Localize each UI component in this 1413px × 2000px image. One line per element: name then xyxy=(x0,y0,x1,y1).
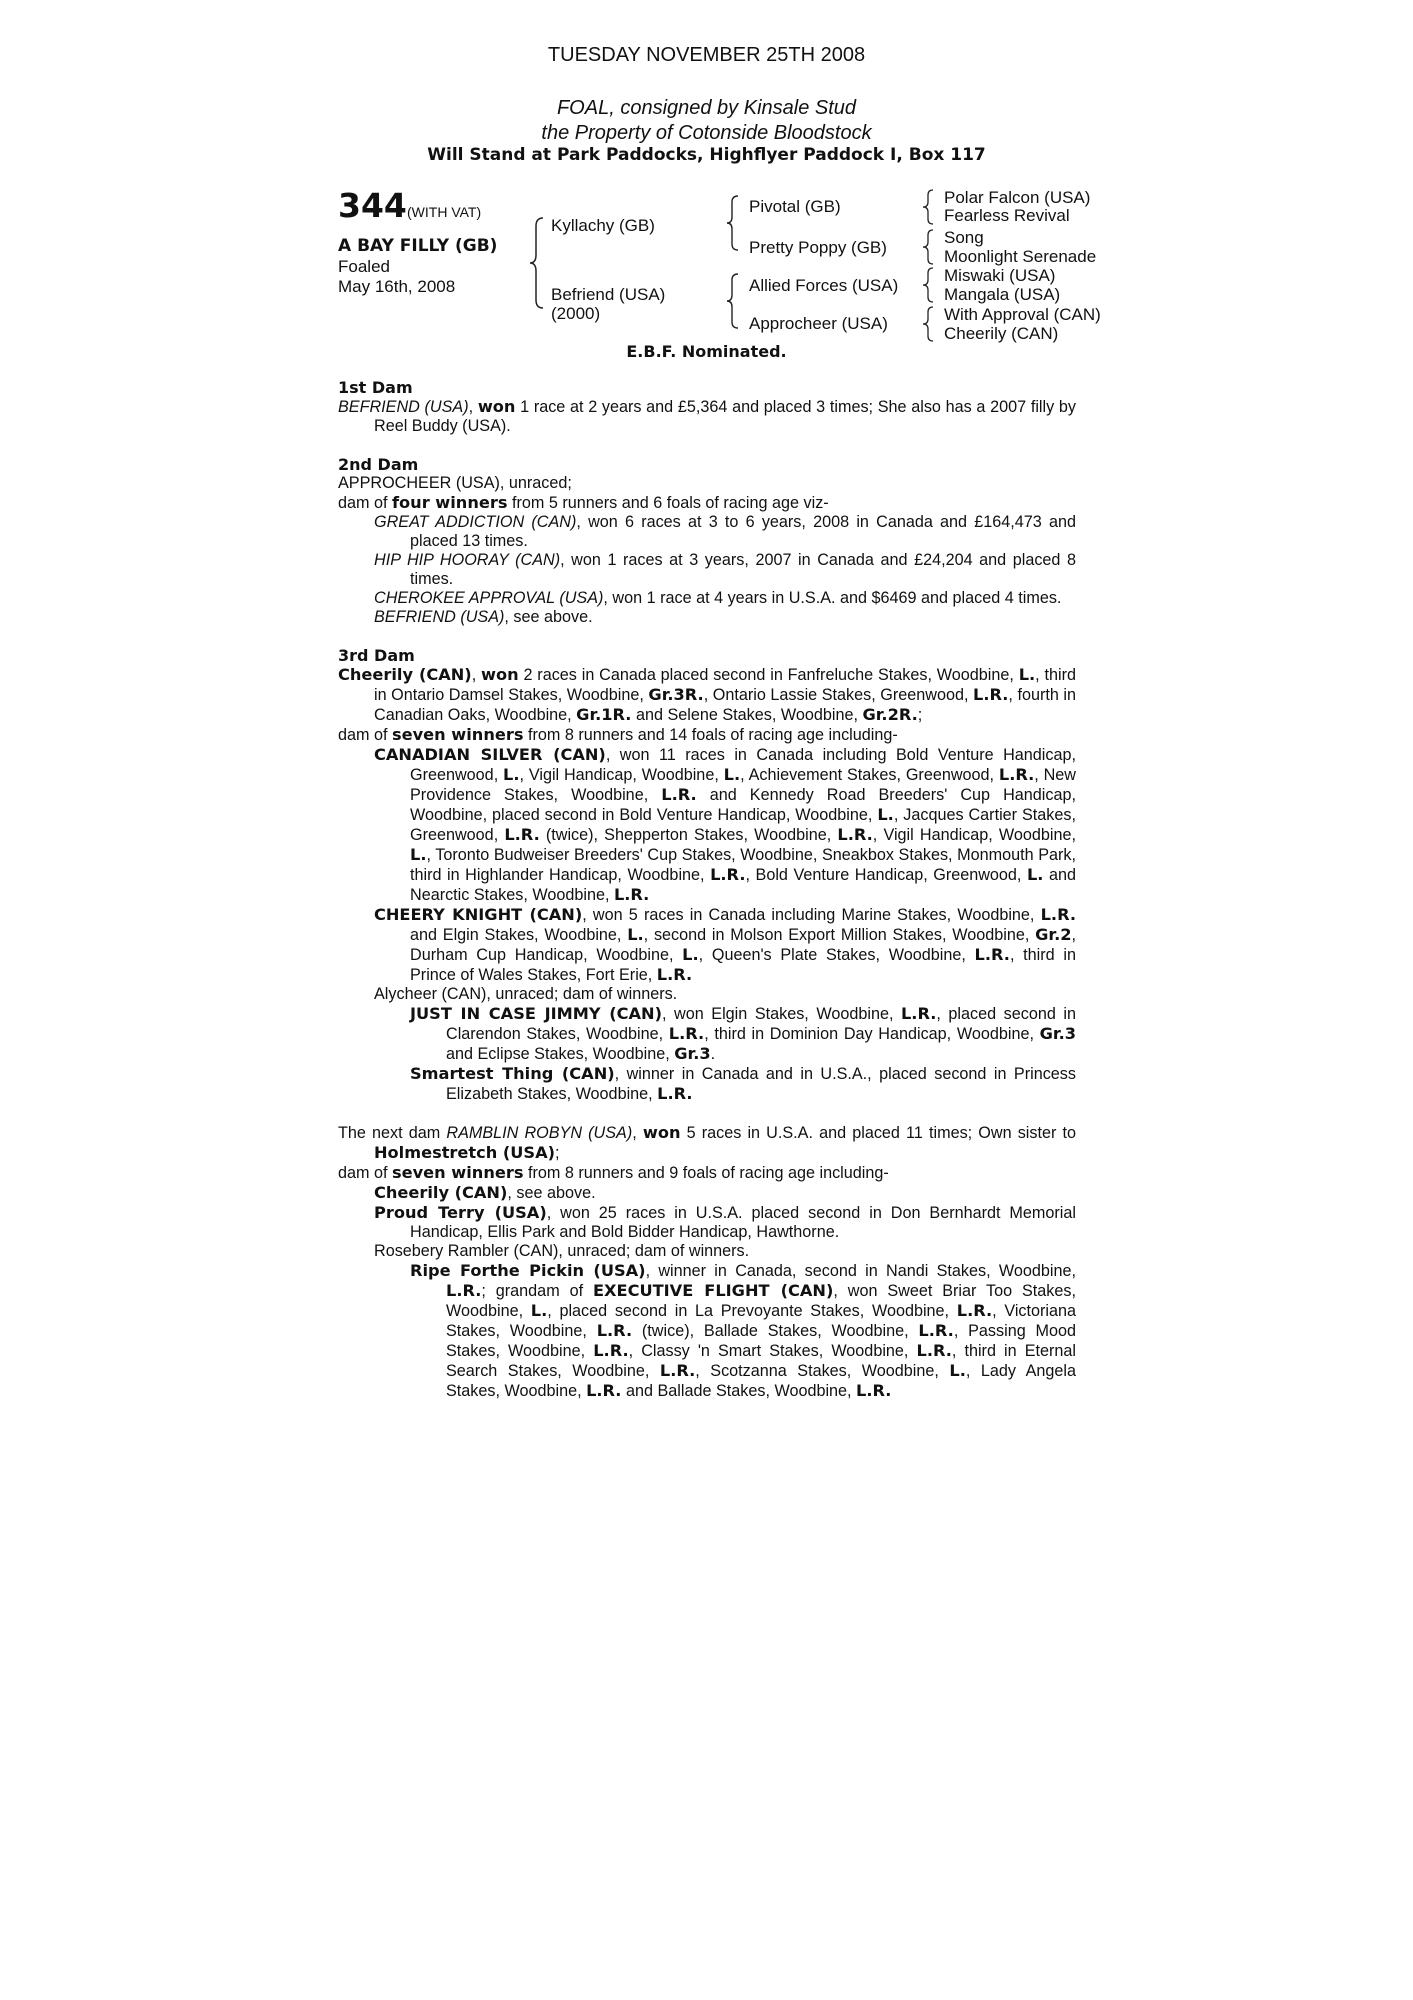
produce-entry: GREAT ADDICTION (CAN), won 6 races at 3 to 6 years, 2008 in Canada and £164,473 and placed 13 times. xyxy=(374,513,1076,550)
second-dam-name: APPROCHEER (USA), unraced; xyxy=(338,474,572,492)
pedigree-sds: Song xyxy=(944,228,984,247)
pedigree-dds: With Approval (CAN) xyxy=(944,305,1101,324)
grandproduce-entry: JUST IN CASE JIMMY (CAN), won Elgin Stakes, Woodbine, L.R., placed second in Clarendon Stakes, Woodbine, L.R., third in Dominion Day Handicap, Woodbine, Gr.3 and Eclipse Stakes, Woodbine, Gr.3. xyxy=(410,1004,1076,1063)
second-dam-produce: dam of four winners from 5 runners and 6 foals of racing age viz- xyxy=(338,493,829,512)
foaled-date: May 16th, 2008 xyxy=(338,277,456,296)
third-dam-entry: Cheerily (CAN), won 2 races in Canada placed second in Fanfreluche Stakes, Woodbine, L., third in Ontario Damsel Stakes, Woodbine, Gr.3R., Ontario Lassie Stakes, Greenwood, L.R., fourth in Canadian Oaks, Woodbine, Gr.1R. and Selene Stakes, Woodbine, Gr.2R.; xyxy=(338,665,1077,724)
lot-number: 344 xyxy=(338,186,407,225)
sale-date: TUESDAY NOVEMBER 25TH 2008 xyxy=(547,44,866,66)
produce-entry: Alycheer (CAN), unraced; dam of winners. xyxy=(374,985,678,1003)
pedigree-brace-sd xyxy=(922,228,936,266)
pedigree-ddd: Cheerily (CAN) xyxy=(944,324,1059,343)
pedigree-dss: Miswaki (USA) xyxy=(944,266,1056,285)
produce-entry: HIP HIP HOORAY (CAN), won 1 races at 3 years, 2007 in Canada and £24,204 and placed 8 times. xyxy=(374,551,1076,588)
catalogue-text xyxy=(338,378,1076,1401)
pedigree-sdd: Moonlight Serenade xyxy=(944,247,1097,266)
pedigree-sire: Kyllachy (GB) xyxy=(551,216,655,235)
third-dam-heading: 3rd Dam xyxy=(338,646,415,665)
ebf-nomination: E.B.F. Nominated. xyxy=(626,342,787,361)
pedigree-dam-dam: Approcheer (USA) xyxy=(749,314,888,333)
produce-entry: Cheerily (CAN), see above. xyxy=(374,1183,596,1202)
pedigree-ssd: Fearless Revival xyxy=(944,206,1070,225)
produce-entry: BEFRIEND (USA), see above. xyxy=(374,608,593,626)
pedigree-sire-dam: Pretty Poppy (GB) xyxy=(749,238,887,257)
pedigree-sire-sire: Pivotal (GB) xyxy=(749,197,841,216)
consignor-line: FOAL, consigned by Kinsale Stud xyxy=(556,97,857,119)
stabling-line: Will Stand at Park Paddocks, Highflyer Paddock I, Box 117 xyxy=(427,145,986,165)
foaled-info xyxy=(338,257,455,297)
produce-entry: CANADIAN SILVER (CAN), won 11 races in Canada including Bold Venture Handicap, Greenwood, L., Vigil Handicap, Woodbine, L., Achievement Stakes, Greenwood, L.R., New Providence Stakes, Woodbine, L.R. and Kennedy Road Breeders' Cup Handicap, Woodbine, placed second in Bold Venture Handicap, Woodbine, L., Jacques Cartier Stakes, Greenwood, L.R. (twice), Shepperton Stakes, Woodbine, L.R., Vigil Handicap, Woodbine, L., Toronto Budweiser Breeders' Cup Stakes, Woodbine, Sneakbox Stakes, Monmouth Park, third in Highlander Handicap, Woodbine, L.R., Bold Venture Handicap, Greenwood, L. and Nearctic Stakes, Woodbine, L.R. xyxy=(374,745,1077,904)
vat-note: (WITH VAT) xyxy=(407,204,482,220)
lot-description: A BAY FILLY (GB) xyxy=(338,236,498,256)
third-dam-produce: dam of seven winners from 8 runners and 14 foals of racing age including- xyxy=(338,725,898,744)
pedigree-brace-main xyxy=(528,216,548,310)
produce-entry: Proud Terry (USA), won 25 races in U.S.A. placed second in Don Bernhardt Memorial Handicap, Ellis Park and Bold Bidder Handicap, Hawthorne. xyxy=(374,1203,1076,1241)
grandproduce-entry: Ripe Forthe Pickin (USA), winner in Canada, second in Nandi Stakes, Woodbine, L.R.; grandam of EXECUTIVE FLIGHT (CAN), won Sweet Briar Too Stakes, Woodbine, L., placed second in La Prevoyante Stakes, Woodbine, L.R., Victoriana Stakes, Woodbine, L.R. (twice), Ballade Stakes, Woodbine, L.R., Passing Mood Stakes, Woodbine, L.R., Classy 'n Smart Stakes, Woodbine, L.R., third in Eternal Search Stakes, Woodbine, L.R., Scotzanna Stakes, Woodbine, L., Lady Angela Stakes, Woodbine, L.R. and Ballade Stakes, Woodbine, L.R. xyxy=(410,1261,1077,1400)
foaled-label: Foaled xyxy=(338,257,390,276)
pedigree-dam: Befriend (USA) xyxy=(551,285,666,304)
grandproduce-entry: Smartest Thing (CAN), winner in Canada and in U.S.A., placed second in Princess Elizabeth Stakes, Woodbine, L.R. xyxy=(410,1064,1076,1103)
first-dam-entry: BEFRIEND (USA), won 1 race at 2 years and £5,364 and placed 3 times; She also has a 2007 filly by Reel Buddy (USA). xyxy=(338,397,1076,435)
second-dam-heading: 2nd Dam xyxy=(338,455,419,474)
pedigree-dsd: Mangala (USA) xyxy=(944,285,1061,304)
pedigree-brace-sire xyxy=(726,194,742,252)
pedigree-brace-ss xyxy=(922,188,936,226)
produce-entry: Rosebery Rambler (CAN), unraced; dam of winners. xyxy=(374,1242,750,1260)
pedigree-dam-year: (2000) xyxy=(551,304,601,323)
property-line: the Property of Cotonside Bloodstock xyxy=(541,122,872,144)
produce-entry: CHEROKEE APPROVAL (USA), won 1 race at 4 years in U.S.A. and $6469 and placed 4 times. xyxy=(374,589,1062,607)
pedigree-brace-ds xyxy=(922,266,936,304)
pedigree-brace-dam xyxy=(726,272,742,330)
pedigree-dam-sire: Allied Forces (USA) xyxy=(749,276,899,295)
next-dam-entry: The next dam RAMBLIN ROBYN (USA), won 5 races in U.S.A. and placed 11 times; Own sister to Holmestretch (USA); xyxy=(338,1123,1077,1162)
pedigree-sss: Polar Falcon (USA) xyxy=(944,188,1091,207)
pedigree-brace-dd xyxy=(922,305,936,343)
first-dam-heading: 1st Dam xyxy=(338,378,413,397)
next-dam-produce: dam of seven winners from 8 runners and 9 foals of racing age including- xyxy=(338,1163,889,1182)
produce-entry: CHEERY KNIGHT (CAN), won 5 races in Canada including Marine Stakes, Woodbine, L.R. and Elgin Stakes, Woodbine, L., second in Molson Export Million Stakes, Woodbine, Gr.2, Durham Cup Handicap, Woodbine, L., Queen's Plate Stakes, Woodbine, L.R., third in Prince of Wales Stakes, Fort Erie, L.R. xyxy=(374,905,1076,984)
